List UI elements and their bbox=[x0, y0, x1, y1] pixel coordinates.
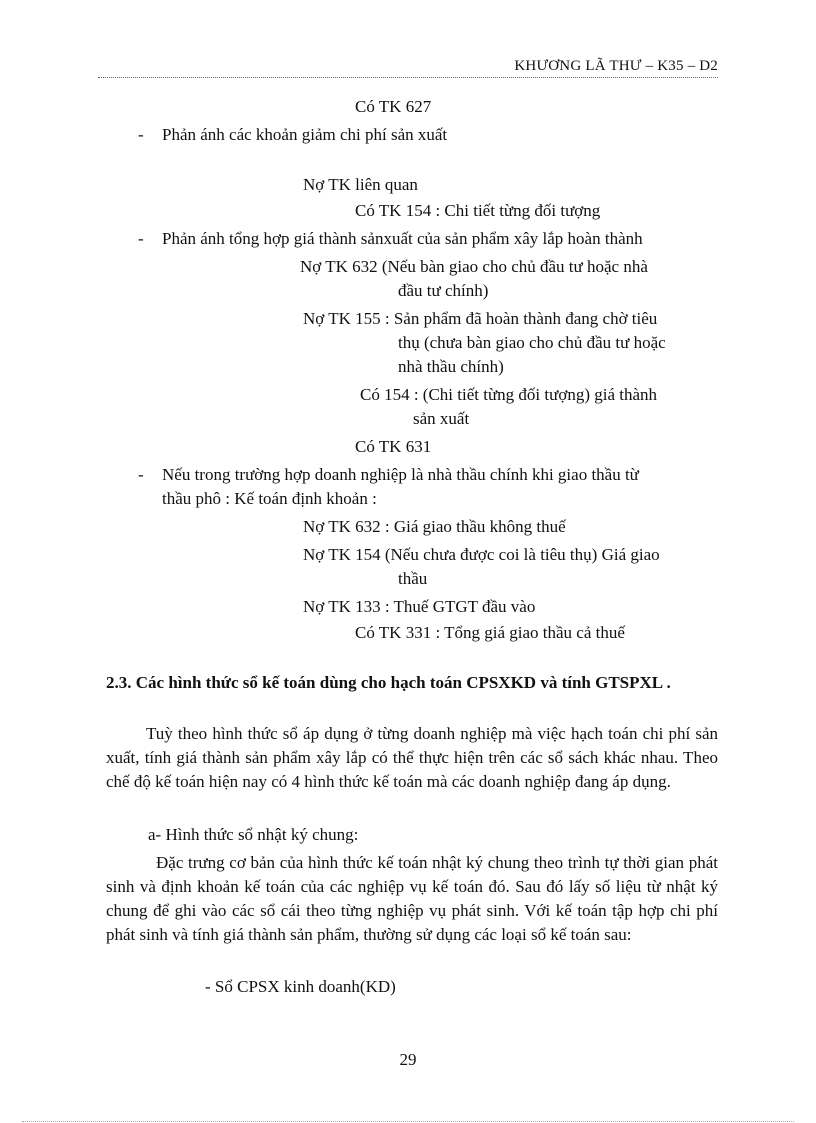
bullet-dash: - bbox=[138, 229, 144, 248]
header-author: KHƯƠNG LÃ THƯ – K35 – D2 bbox=[514, 58, 718, 74]
bullet-dash: - bbox=[138, 465, 144, 484]
entry-line: Nợ TK 632 : Giá giao thầu không thuế bbox=[303, 517, 566, 536]
bullet-text: Nếu trong trường hợp doanh nghiệp là nhà thầu chính khi giao thầu từ bbox=[162, 465, 639, 484]
paragraph: Tuỳ theo hình thức sổ áp dụng ở từng doanh nghiệp mà việc hạch toán chi phí sản xuất, tính giá thành sản phẩm xây lắp có thể thực hiện trên các sổ sách khác nhau. Theo chế độ kế toán hiện nay có 4 hình thức kế toán mà các doanh nghiệp đang áp dụng. bbox=[106, 724, 718, 791]
footer-divider bbox=[22, 1121, 794, 1122]
subsection-title: a- Hình thức sổ nhật ký chung: bbox=[148, 825, 359, 844]
bullet-text-cont: thầu phô : Kế toán định khoản : bbox=[162, 489, 377, 508]
paragraph: Đặc trưng cơ bản của hình thức kế toán nhật ký chung theo trình tự thời gian phát sinh và định khoản kế toán của các nghiệp vụ kế toán đó. Sau đó lấy số liệu từ nhật ký chung để ghi vào các sổ cái theo từng nghiệp vụ phát sinh. Với kế toán tập hợp chi phí phát sinh và tính giá thành sản phẩm, thường sử dụng các loại sổ kế toán sau: bbox=[106, 853, 718, 944]
entry-line: Có TK 331 : Tổng giá giao thầu cả thuế bbox=[355, 623, 625, 642]
entry-line: Nợ TK 154 (Nếu chưa được coi là tiêu thụ) Giá giao bbox=[303, 545, 660, 564]
entry-line: Nợ TK 133 : Thuế GTGT đầu vào bbox=[303, 597, 536, 616]
entry-line: Có TK 154 : Chi tiết từng đối tượng bbox=[355, 201, 601, 220]
entry-line: Có TK 631 bbox=[355, 437, 432, 456]
entry-line: Nợ TK 632 (Nếu bàn giao cho chủ đầu tư hoặc nhà bbox=[300, 257, 648, 276]
entry-line: Nợ TK liên quan bbox=[303, 175, 418, 194]
page-number: 29 bbox=[399, 1050, 417, 1069]
bullet-text: Phản ánh tổng hợp giá thành sảnxuất của sản phẩm xây lắp hoàn thành bbox=[162, 229, 643, 248]
bullet-text: Phản ánh các khoản giảm chi phí sản xuất bbox=[162, 125, 448, 144]
entry-line-cont: thầu bbox=[398, 569, 428, 588]
list-item: - Sổ CPSX kinh doanh(KD) bbox=[205, 977, 396, 996]
entry-line-cont: thụ (chưa bàn giao cho chủ đầu tư hoặc bbox=[398, 333, 666, 352]
entry-line-cont: sản xuất bbox=[413, 409, 470, 428]
bullet-dash: - bbox=[138, 125, 144, 144]
entry-line: Có 154 : (Chi tiết từng đối tượng) giá thành bbox=[360, 385, 658, 404]
entry-line: Có TK 627 bbox=[355, 97, 432, 116]
entry-line: Nợ TK 155 : Sản phẩm đã hoàn thành đang chờ tiêu bbox=[303, 309, 658, 328]
entry-line-cont: nhà thầu chính) bbox=[398, 357, 504, 376]
header-divider bbox=[98, 77, 718, 78]
entry-line-cont: đầu tư chính) bbox=[398, 281, 489, 300]
section-heading: 2.3. Các hình thức sổ kế toán dùng cho hạch toán CPSXKD và tính GTSPXL . bbox=[106, 673, 671, 692]
